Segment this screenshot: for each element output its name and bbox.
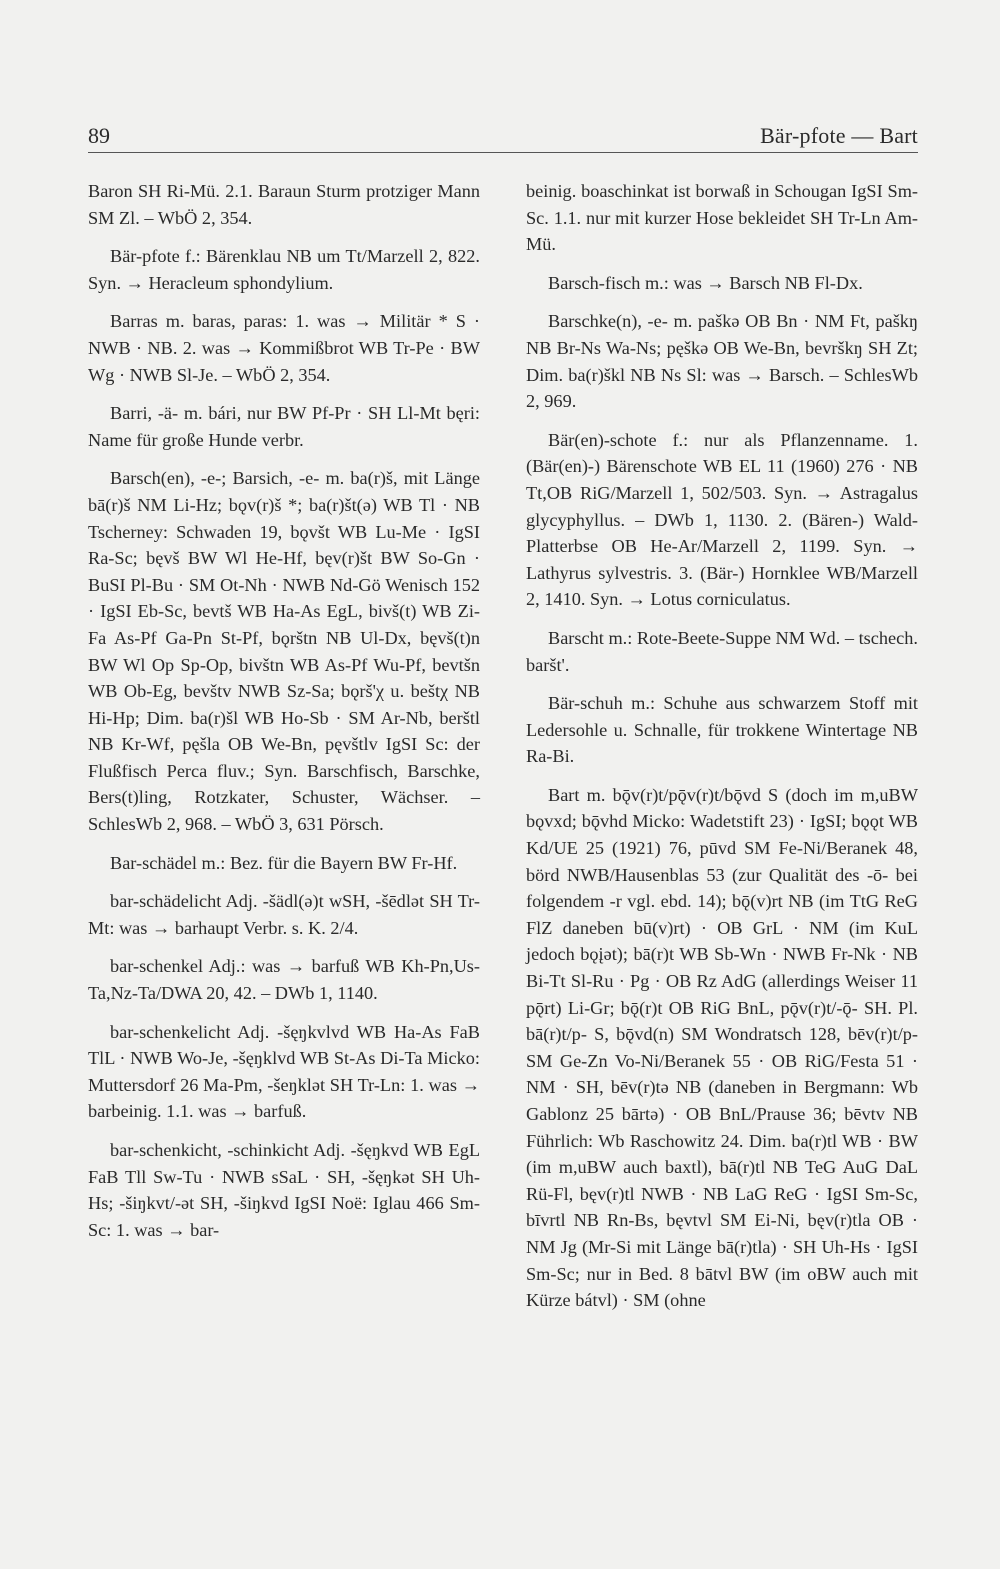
entry-bar-schenkicht: bar-schenkicht, -schinkicht Adj. -šęŋkvd WB EgL FaB Tll Sw-Tu · NWB sSaL · SH, -šęŋkət SH Uh-Hs; -šiŋkvt/-ət SH, -šiŋkvd IgSI Noë: Iglau 466 Sm-Sc: 1. was → bar- <box>88 1140 480 1240</box>
entry-baeren-schote: Bär(en)-schote f.: nur als Pflanzenname. 1. (Bär(en)-) Bärenschote WB EL 11 (1960) 276 · NB Tt,OB RiG/Marzell 1, 502/503. Syn. → Astragalus glycyphyllus. – DWb 1, 1130. 2. (Bären-) Wald-Platterbse OB He-Ar/Marzell 2, 1199. Syn. → Lathyrus sylvestris. 3. (Bär-) Hornklee WB/Marzell 2, 1410. Syn. → Lotus corniculatus. <box>526 429 918 610</box>
running-head: Bär-pfote — Bart <box>760 123 918 148</box>
page-number: 89 <box>88 123 110 148</box>
entry-barscht: Barscht m.: Rote-Beete-Suppe NM Wd. – tschech. baršt'. <box>526 627 918 675</box>
right-column <box>526 178 918 1326</box>
entry-barsch-fisch: Barsch-fisch m.: was → Barsch NB Fl-Dx. <box>548 272 863 293</box>
page-header <box>88 122 918 153</box>
entry-barschke: Barschke(n), -e- m. paškə OB Bn · NM Ft, paškŋ NB Br-Ns Wa-Ns; pęškə OB We-Bn, bevrškŋ SH Zt; Dim. ba(r)škl NB Ns Sl: was → Barsch. – SchlesWb 2, 969. <box>526 311 918 412</box>
entry-barras: Barras m. baras, paras: 1. was → Militär * S · NWB · NB. 2. was → Kommißbrot WB Tr-Pe · BW Wg · NWB Sl-Je. – WbÖ 2, 354. <box>88 311 480 385</box>
entry-baron: Baron SH Ri-Mü. 2.1. Baraun Sturm protziger Mann SM Zl. – WbÖ 2, 354. <box>88 181 480 228</box>
text-columns <box>88 178 918 1326</box>
entry-bar-schenkelicht: bar-schenkelicht Adj. -šęŋkvlvd WB Ha-As FaB TlL · NWB Wo-Je, -šęŋklvd WB St-As Di-Ta Micko: Muttersdorf 26 Ma-Pm, -šeŋklət SH Tr-Ln: 1. was → barbeinig. 1.1. was → barfuß. <box>88 1021 480 1122</box>
left-column <box>88 178 480 1326</box>
entry-baer-pfote: Bär-pfote f.: Bärenklau NB um Tt/Marzell 2, 822. Syn. → Heracleum sphondylium. <box>88 246 480 293</box>
entry-barsch: Barsch(en), -e-; Barsich, -e- m. ba(r)š, mit Länge bā(r)š NM Li-Hz; bǫv(r)š *; ba(r)št(ə) WB Tl · NB Tscherney: Schwaden 19, bǫvšt WB Lu-Me · IgSI Ra-Sc; bęvš BW Wl He-Hf, bęv(r)št BW So-Gn · BuSI Pl-Bu · SM Ot-Nh · NWB Nd-Gö Wenisch 152 · IgSI Eb-Sc, bevtš WB Ha-As EgL, bivš(t) WB Zi-Fa As-Pf Ga-Pn St-Pf, bǫrštn NB Ul-Dx, bęvš(t)n BW Wl Op Sp-Op, bivštn WB As-Pf Wu-Pf, bevtšn WB Ob-Eg, bevštv NWB Sz-Sa; bǫrš'χ u. beštχ NB Hi-Hp; Dim. ba(r)šl WB Ho-Sb · SM Ar-Nb, berštl NB Kr-Wf, pęšla OB We-Bn, pęvštlv IgSI Sc: der Flußfisch Perca fluv.; Syn. Barschfisch, Barschke, Bers(t)ling, Rotzkater, Schuster, Wächser. – SchlesWb 2, 968. – WbÖ 3, 631 Pörsch. <box>88 468 480 835</box>
entry-bar-schaedel: Bar-schädel m.: Bez. für die Bayern BW Fr-Hf. <box>110 852 458 873</box>
entry-bar-schaedelicht: bar-schädelicht Adj. -šädl(ə)t wSH, -šēdlət SH Tr-Mt: was → barhaupt Verbr. s. K. 2/4. <box>88 891 480 938</box>
entry-baer-schuh: Bär-schuh m.: Schuhe aus schwarzem Stoff mit Ledersohle u. Schnalle, für trokkene Wintertage NB Ra-Bi. <box>526 693 918 767</box>
entry-bart: Bart m. bǭv(r)t/pǭv(r)t/bǭvd S (doch im m,uBW bǫvxd; bǭvhd Micko: Wadetstift 23) · IgSI; bǫǫt WB Kd/UE 25 (1921) 76, pūvd SM Fe-Ni/Beranek 48, börd NWB/Hausenblas 53 (zur Qualität des -ō- bei folgendem -r vgl. ebd. 14); bǭ(v)rt NB (im TtG ReG FlZ daneben bū(v)rt) · OB GrL · NM (im KuL jedoch bǫįət); bā(r)t WB Sb-Wn · NWB Fr-Nk · NB Bi-Tt Sl-Ru · Pg · OB Rz AdG (allerdings Weiser 11 pǭrt) Li-Gr; bǭ(r)t OB RiG BnL, pǭv(r)t/-ǭ- SH. Pl. bā(r)t/p- S, bǭvd(n) SM Wondratsch 128, bēv(r)t/p- SM Ge-Zn Vo-Ni/Beranek 55 · OB RiG/Festa 51 · NM · SH, bēv(r)tə NB (daneben in Bergmann: Wb Gablonz 25 bārtə) · OB BnL/Prause 36; bēvtv NB Führlich: Wb Raschowitz 24. Dim. ba(r)tl WB · BW (im m,uBW auch baxtl), bā(r)tl NB TeG AuG DaL Rü-Fl, bęv(r)tl NWB · NB LaG ReG · IgSI Sm-Sc, bīvrtl NB Rn-Bs, bęvtvl SM Ei-Ni, bęv(r)tla OB · NM Jg (Mr-Si mit Länge bā(r)tla) · SH Uh-Hs · IgSI Sm-Sc; nur in Bed. 8 bātvl BW (im oBW auch mit Kürze bátvl) · SM (ohne <box>526 784 918 1311</box>
entry-bar-schenkel: bar-schenkel Adj.: was → barfuß WB Kh-Pn,Us-Ta,Nz-Ta/DWA 20, 42. – DWb 1, 1140. <box>88 956 480 1004</box>
entry-barri: Barri, -ä- m. bári, nur BW Pf-Pr · SH Ll-Mt bęri: Name für große Hunde verbr. <box>88 403 480 450</box>
entry-bar-schenkicht-continued: beinig. boaschinkat ist borwaß in Schougan IgSI Sm-Sc. 1.1. nur mit kurzer Hose bekleidet SH Tr-Ln Am-Mü. <box>526 181 918 255</box>
